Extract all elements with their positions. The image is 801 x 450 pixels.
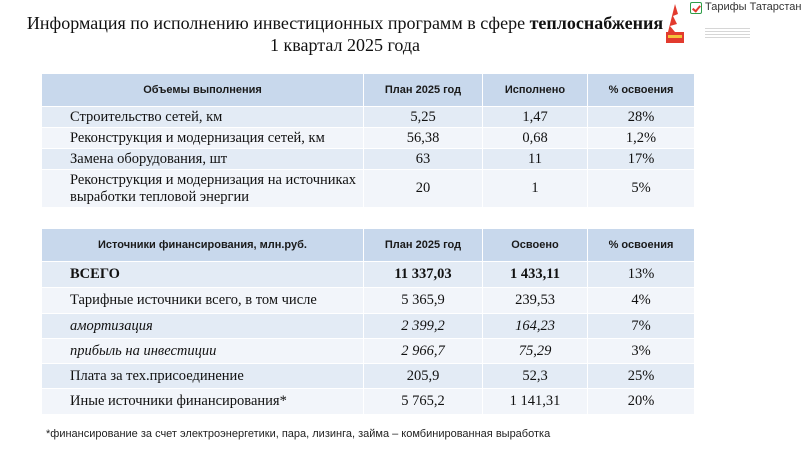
table-row [42,128,695,149]
column-header: Объемы выполнения [42,74,364,107]
done-value: 1,47 [483,107,588,128]
plan-value: 11 337,03 [364,262,483,288]
done-value: 1 141,31 [483,389,588,415]
table-row [42,288,695,314]
percent-value: 13% [588,262,695,288]
plan-value: 5 765,2 [364,389,483,415]
table-header-row [42,229,695,262]
percent-value: 1,2% [588,128,695,149]
row-label: Реконструкция и модернизация на источниках выработки тепловой энергии [42,170,364,208]
percent-value: 28% [588,107,695,128]
percent-value: 25% [588,364,695,389]
plan-value: 20 [364,170,483,208]
title-prefix: Информация по исполнению инвестиционных программ в сфере [26,13,530,33]
plan-value: 5 365,9 [364,288,483,314]
done-value: 11 [483,149,588,170]
table-row [42,149,695,170]
percent-value: 7% [588,314,695,339]
table-header-row [42,74,695,107]
table-row [42,364,695,389]
table-row [42,107,695,128]
column-header: Исполнено [483,74,588,107]
table-row [42,389,695,415]
page-title [0,12,690,56]
row-label: амортизация [42,314,364,339]
logo-text: Тарифы Татарстан [705,1,801,13]
percent-value: 3% [588,339,695,364]
row-label: Строительство сетей, км [42,107,364,128]
percent-value: 20% [588,389,695,415]
column-header: % освоения [588,229,695,262]
plan-value: 5,25 [364,107,483,128]
done-value: 52,3 [483,364,588,389]
volumes-table [41,73,695,208]
column-header: % освоения [588,74,695,107]
emblem-icon [664,2,686,44]
percent-value: 17% [588,149,695,170]
table-row [42,314,695,339]
done-value: 1 433,11 [483,262,588,288]
table-row [42,170,695,208]
table-row [42,339,695,364]
row-label: Тарифные источники всего, в том числе [42,288,364,314]
table-row [42,262,695,288]
plan-value: 2 399,2 [364,314,483,339]
row-label: Плата за тех.присоединение [42,364,364,389]
plan-value: 63 [364,149,483,170]
column-header: План 2025 год [364,74,483,107]
plan-value: 2 966,7 [364,339,483,364]
row-label: прибыль на инвестиции [42,339,364,364]
plan-value: 205,9 [364,364,483,389]
logo [690,1,801,46]
done-value: 0,68 [483,128,588,149]
column-header: Освоено [483,229,588,262]
row-label: ВСЕГО [42,262,364,288]
done-value: 1 [483,170,588,208]
done-value: 164,23 [483,314,588,339]
logo-mark-icon [690,2,702,14]
column-header: Источники финансирования, млн.руб. [42,229,364,262]
done-value: 75,29 [483,339,588,364]
percent-value: 5% [588,170,695,208]
row-label: Реконструкция и модернизация сетей, км [42,128,364,149]
row-label: Иные источники финансирования* [42,389,364,415]
title-line-1 [0,12,690,34]
row-label: Замена оборудования, шт [42,149,364,170]
column-header: План 2025 год [364,229,483,262]
footnote: *финансирование за счет электроэнергетики, пара, лизинга, займа – комбинированная выработка [46,428,551,440]
title-line-2: 1 квартал 2025 года [269,35,421,55]
financing-table [41,228,695,415]
logo-subtitle-icon [705,28,750,40]
title-bold-word: теплоснабжения [529,13,664,33]
percent-value: 4% [588,288,695,314]
plan-value: 56,38 [364,128,483,149]
done-value: 239,53 [483,288,588,314]
